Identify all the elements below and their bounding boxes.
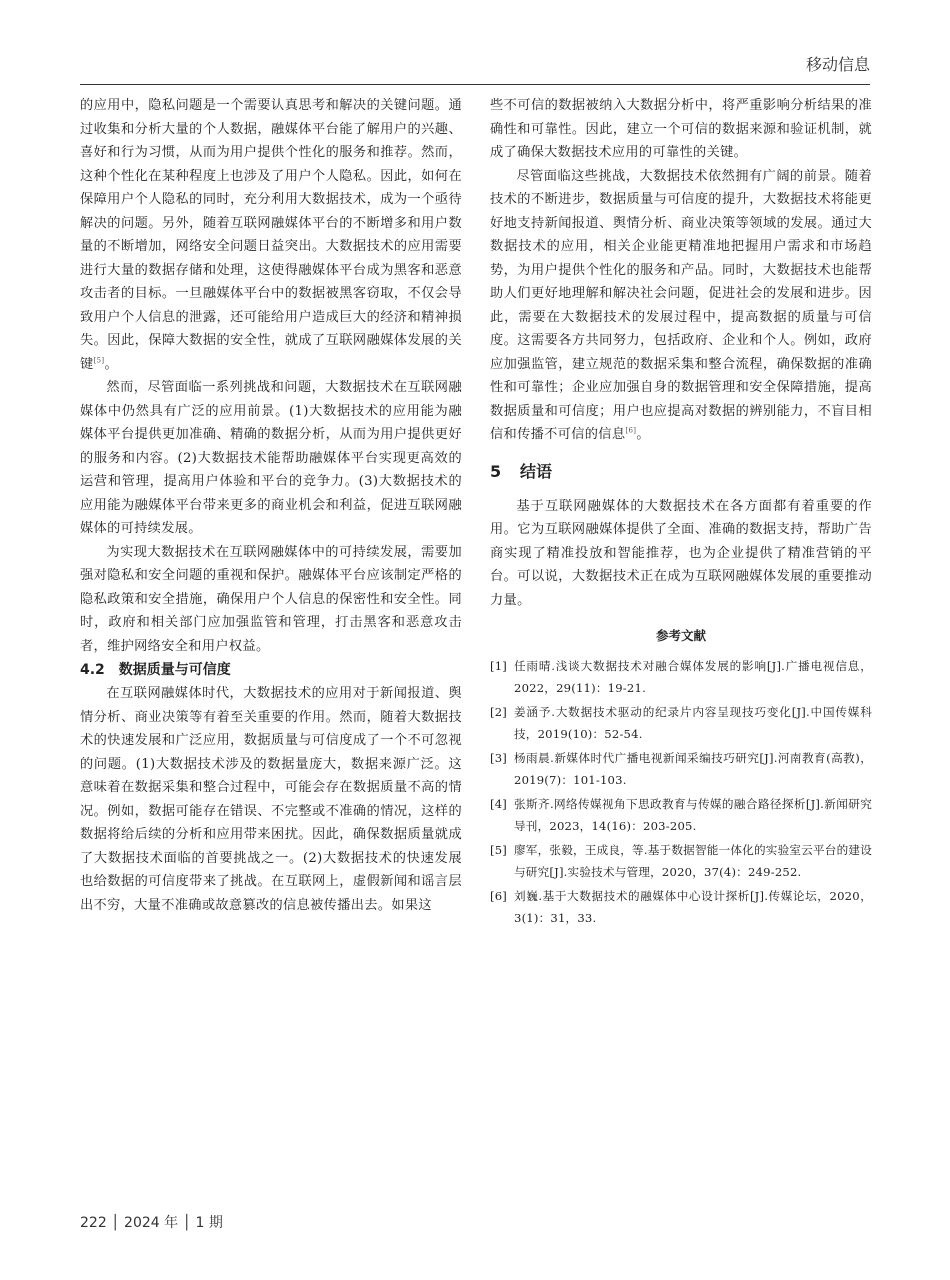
journal-title: 移动信息 <box>805 55 870 74</box>
paragraph-end: 。 <box>636 427 650 442</box>
reference-index: [2] <box>490 705 508 719</box>
paragraph-text: 的应用中，隐私问题是一个需要认真思考和解决的关键问题。通过收集和分析大量的个人数据，融媒体平台能了解用户的兴趣、喜好和行为习惯，从而为用户提供个性化的服务和推荐。然而，这种个性化在某种程度上也涉及了用户个人隐私。因此，如何在保障用户个人隐私的同时，充分利用大数据技术，成为一个亟待解决的问题。另外，随着互联网融媒体平台的不断增多和用户数量的不断增加，网络安全问题日益突出。大数据技术的应用需要进行大量的数据存储和处理，这使得融媒体平台成为黑客和恶意攻击者的目标。一旦融媒体平台中的数据被黑客窃取，不仅会导致用户个人信息的泄露，还可能给用户造成巨大的经济和精神损失。因此，保障大数据的安全性，就成了互联网融媒体发展的关键 <box>80 98 462 372</box>
right-column <box>490 94 872 932</box>
citation-ref: [5] <box>93 356 105 365</box>
paragraph <box>80 94 462 376</box>
references-list <box>490 656 872 929</box>
paragraph-end: 。 <box>104 356 119 372</box>
paragraph <box>490 165 872 447</box>
left-column <box>80 94 462 917</box>
reference-text: 张斯齐.网络传媒视角下思政教育与传媒的融合路径探析[J].新闻研究导刊，2023，14(16)：203-205. <box>514 797 872 833</box>
paragraph-text: 尽管面临这些挑战，大数据技术依然拥有广阔的前景。随着技术的不断进步，数据质量与可信度的提升，大数据技术将能更好地支持新闻报道、舆情分析、商业决策等领域的发展。通过大数据技术的应用，相关企业能更精准地把握用户需求和市场趋势，为用户提供个性化的服务和产品。同时，大数据技术也能帮助人们更好地理解和解决社会问题，促进社会的发展和进步。因此，需要在大数据技术的发展过程中，提高数据的质量与可信度。这需要各方共同努力，包括政府、企业和个人。例如，政府应加强监管，建立规范的数据采集和整合流程，确保数据的准确性和可靠性；企业应加强自身的数据管理和安全保障措施，提高数据质量和可信度；用户也应提高对数据的辨别能力，不盲目相信和传播不可信的信息 <box>490 168 872 442</box>
reference-item <box>490 886 872 929</box>
subsection-heading: 4.2 数据质量与可信度 <box>80 662 231 678</box>
paragraph: 些不可信的数据被纳入大数据分析中，将严重影响分析结果的准确性和可靠性。因此，建立一个可信的数据来源和验证机制，就成了确保大数据技术应用的可靠性的关键。 <box>490 98 872 160</box>
paragraph: 为实现大数据技术在互联网融媒体中的可持续发展，需要加强对隐私和安全问题的重视和保护。融媒体平台应该制定严格的隐私政策和安全措施，确保用户个人信息的保密性和安全性。同时，政府和相关部门应加强监管和管理，打击黑客和恶意攻击者，维护网络安全和用户权益。 <box>80 544 462 654</box>
reference-index: [4] <box>490 797 508 811</box>
page-footer: 222 │ 2024 年 │ 1 期 <box>80 1215 223 1231</box>
reference-item <box>490 748 872 791</box>
reference-text: 姜涵予.大数据技术驱动的纪录片内容呈现技巧变化[J].中国传媒科技，2019(10)：52-54. <box>514 705 872 741</box>
reference-text: 廖军，张毅，王成良，等.基于数据智能一体化的实验室云平台的建设与研究[J].实验技术与管理，2020，37(4)：249-252. <box>514 843 872 879</box>
reference-item <box>490 794 872 837</box>
paragraph: 然而，尽管面临一系列挑战和问题，大数据技术在互联网融媒体中仍然具有广泛的应用前景。(1)大数据技术的应用能为融媒体平台提供更加准确、精确的数据分析，从而为用户提供更好的服务和内容。(2)大数据技术能帮助融媒体平台实现更高效的运营和管理，提高用户体验和平台的竞争力。(3)大数据技术的应用能为融媒体平台带来更多的商业机会和利益，促进互联网融媒体的可持续发展。 <box>80 380 462 536</box>
reference-text: 刘巍.基于大数据技术的融媒体中心设计探析[J].传媒论坛，2020，3(1)：31，33. <box>514 889 872 925</box>
section-number: 5 <box>490 461 502 481</box>
reference-item <box>490 702 872 745</box>
references-title: 参考文献 <box>655 628 706 643</box>
paragraph: 在互联网融媒体时代，大数据技术的应用对于新闻报道、舆情分析、商业决策等有着至关重要的作用。然而，随着大数据技术的快速发展和广泛应用，数据质量与可信度成了一个不可忽视的问题。(1)大数据技术涉及的数据量庞大，数据来源广泛。这意味着在数据采集和整合过程中，可能会存在数据质量不高的情况。例如，数据可能存在错误、不完整或不准确的情况，这样的数据将给后续的分析和应用带来困扰。因此，确保数据质量就成了大数据技术面临的首要挑战之一。(2)大数据技术的快速发展也给数据的可信度带来了挑战。在互联网上，虚假新闻和谣言层出不穷，大量不准确或故意篡改的信息被传播出去。如果这 <box>80 686 462 913</box>
header-rule <box>80 84 870 85</box>
reference-index: [5] <box>490 843 508 857</box>
reference-text: 任雨晴.浅谈大数据技术对融合媒体发展的影响[J].广播电视信息，2022，29(11)：19-21. <box>514 659 872 695</box>
reference-index: [6] <box>490 889 508 903</box>
section-heading <box>490 459 872 485</box>
reference-index: [1] <box>490 659 508 673</box>
reference-item <box>490 840 872 883</box>
paragraph: 基于互联网融媒体的大数据技术在各方面都有着重要的作用。它为互联网融媒体提供了全面、准确的数据支持，帮助广告商实现了精准投放和智能推荐，也为企业提供了精准营销的平台。可以说，大数据技术正在成为互联网融媒体发展的重要推动力量。 <box>490 498 872 608</box>
reference-item <box>490 656 872 699</box>
reference-index: [3] <box>490 751 508 765</box>
section-title: 结语 <box>520 461 553 481</box>
reference-text: 杨雨晨.新媒体时代广播电视新闻采编技巧研究[J].河南教育(高教)，2019(7)：101-103. <box>514 751 872 787</box>
citation-ref: [6] <box>625 426 637 435</box>
